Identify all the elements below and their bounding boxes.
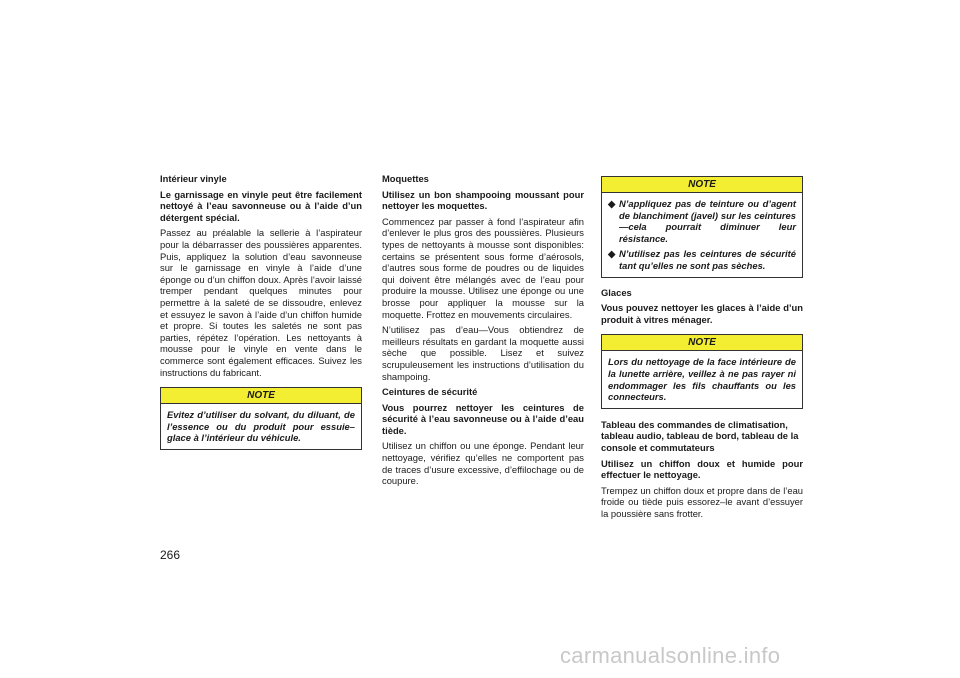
seatbelts-paragraph: Utilisez un chiffon ou une éponge. Pendant leur nettoyage, vérifiez qu’elles ne comportent pas de traces d’usure excessive, d’effilochage ou de coupure. <box>382 440 584 487</box>
windows-bold-intro: Vous pouvez nettoyer les glaces à l’aide d’un produit à vitres ménager. <box>601 302 803 325</box>
diamond-bullet-icon: ◆ <box>608 198 616 209</box>
carpets-paragraph-2: N’utilisez pas d’eau—Vous obtiendrez de meilleurs résultats en gardant la moquette aussi sèche que possible. Lisez et suivez scrupuleusement les instructions d’utilisation du shampoing. <box>382 324 584 382</box>
section-heading-dashboard: Tableau des commandes de climatisation, tableau audio, tableau de bord, tableau de la console et commutateurs <box>601 418 799 453</box>
note-title: NOTE <box>602 335 802 351</box>
seatbelts-bold-intro: Vous pourrez nettoyer les ceintures de sécurité à l’eau savonneuse ou à l’aide d’eau tiède. <box>382 401 584 436</box>
column-left <box>160 173 362 456</box>
note-text: Evitez d’utiliser du solvant, du diluant, de l’essence ou du produit pour essuie–glace à l’intérieur du véhicule. <box>167 409 355 444</box>
note-item-text: N’utilisez pas les ceintures de sécurité tant qu’elles ne sont pas sèches. <box>619 248 796 271</box>
vinyl-paragraph: Passez au préalable la sellerie à l’aspirateur pour la débarrasser des poussières apparentes. Puis, appliquez la solution d’eau savonneuse sur le garnissage en vinyle à l’aide d’une éponge ou d’un chiffon doux. Après l’avoir laissé tremper pendant quelques minutes pour permettre à la saleté de se dissoudre, enlevez et essuyez le savon à l’aide d’un chiffon humide et propre. Si toutes les saletés ne sont pas parties, répétez l’opération. Les nettoyants à mousse pour le vinyle en vente dans le commerce sont également efficaces. Suivez les instructions du fabricant. <box>160 227 362 378</box>
section-heading-seatbelts: Ceintures de sécurité <box>382 386 478 398</box>
column-right <box>601 176 803 523</box>
carpets-bold-intro: Utilisez un bon shampooing moussant pour nettoyer les moquettes. <box>382 188 584 212</box>
vinyl-bold-intro: Le garnissage en vinyle peut être facilement nettoyé à l’eau savonneuse ou à l’aide d’un détergent spécial. <box>160 188 362 223</box>
note-box-vinyl <box>160 387 362 450</box>
note-item-text: N’appliquez pas de teinture ou d’agent de blanchiment (javel) sur les ceintures—cela pourrait diminuer leur résistance. <box>619 198 796 244</box>
note-title: NOTE <box>161 388 361 404</box>
section-heading-vinyl: Intérieur vinyle <box>160 173 227 184</box>
note-box-windows <box>601 334 803 408</box>
dashboard-bold-intro: Utilisez un chiffon doux et humide pour effectuer le nettoyage. <box>601 457 803 481</box>
carpets-paragraph-1: Commencez par passer à fond l’aspirateur afin d’enlever le plus gros des poussières. Plusieurs types de nettoyants à mousse sont disponibles: certains se présentent sous forme d’aérosols, d’autres sous forme de poudres ou de liquides qui doivent être mélangés avec de l’eau pour produire la mousse. Utilisez une éponge ou une brosse pour appliquer la mousse sur la moquette. Frottez en mouvements circulaires. <box>382 215 584 320</box>
column-middle <box>382 173 584 491</box>
watermark: carmanualsonline.info <box>560 643 781 668</box>
section-heading-windows: Glaces <box>601 286 632 298</box>
dashboard-paragraph: Trempez un chiffon doux et propre dans de l’eau froide ou tiède puis essorez–le avant d’essuyer la poussière sans frotter. <box>601 484 803 519</box>
page-number: 266 <box>160 548 181 562</box>
note-list <box>602 193 802 277</box>
note-title: NOTE <box>602 177 802 193</box>
section-heading-carpets: Moquettes <box>382 173 429 184</box>
diamond-bullet-icon: ◆ <box>608 248 616 260</box>
note-text: Lors du nettoyage de la face intérieure de la lunette arrière, veillez à ne pas rayer ni endommager les fils chauffants ou les connecteurs. <box>608 356 796 403</box>
note-list-item <box>608 198 796 244</box>
note-list-item <box>608 248 796 271</box>
note-box-seatbelts <box>601 176 803 278</box>
